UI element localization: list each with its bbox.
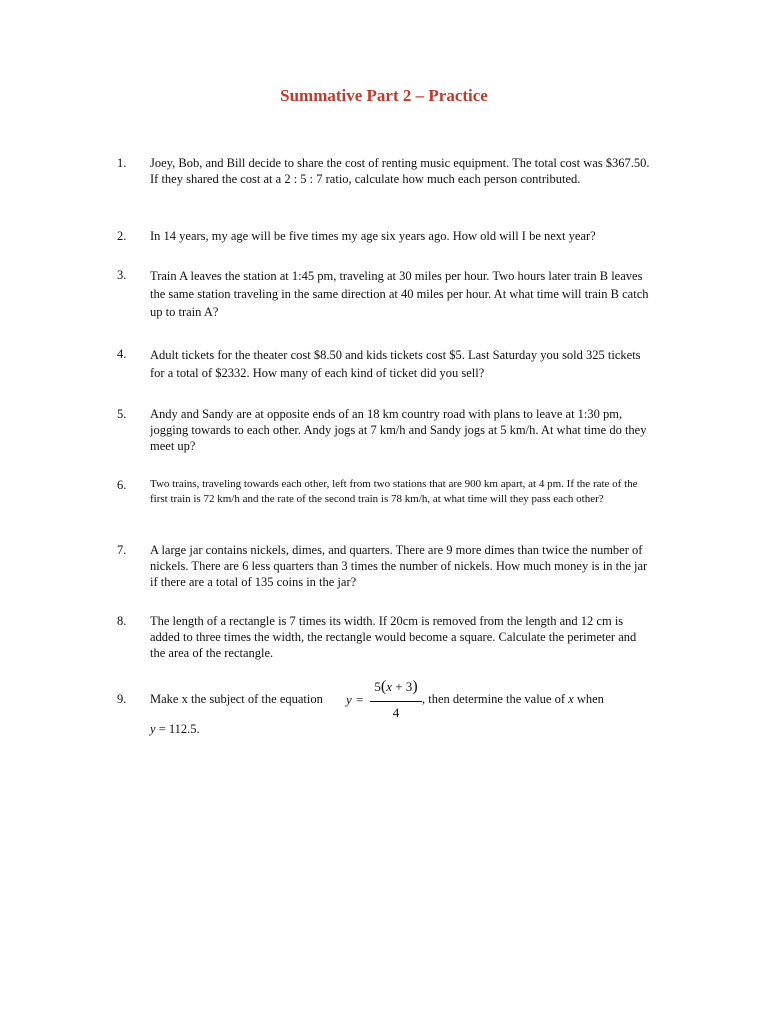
question-5 xyxy=(117,406,652,454)
question-7 xyxy=(117,542,652,590)
question-text: Adult tickets for the theater cost $8.50 and kids tickets cost $5. Last Saturday you sold 325 tickets for a total of $2332. How many of each kind of ticket did you sell? xyxy=(150,348,641,380)
post-text-a: , then determine the value of xyxy=(422,692,569,706)
question-6 xyxy=(117,477,652,507)
continuation-text: = 112.5. xyxy=(155,722,200,736)
numerator-open-paren: ( xyxy=(380,678,387,695)
numerator-close-paren: ) xyxy=(412,678,418,695)
fraction-bar xyxy=(370,701,422,702)
numerator-variable: x xyxy=(386,679,392,694)
question-number: 6. xyxy=(117,478,127,492)
question-2 xyxy=(117,228,652,244)
question-9-continuation xyxy=(150,722,200,737)
continuation-variable: y xyxy=(150,722,156,736)
question-1 xyxy=(117,155,652,187)
question-text: In 14 years, my age will be five times my age six years ago. How old will I be next year? xyxy=(150,229,596,243)
question-number: 8. xyxy=(117,614,127,628)
question-number: 3. xyxy=(117,268,127,282)
equation-numerator xyxy=(370,678,422,696)
post-variable: x xyxy=(568,692,574,706)
question-number: 7. xyxy=(117,543,127,557)
question-text: Train A leaves the station at 1:45 pm, traveling at 30 miles per hour. Two hours later train B leaves the same station traveling in the same direction at 40 miles per hour. At what time will train B catch up to train A? xyxy=(150,269,649,319)
question-number: 1. xyxy=(117,156,127,170)
question-4 xyxy=(117,346,652,382)
question-number: 9. xyxy=(117,692,127,706)
equation xyxy=(346,676,426,724)
question-text: Two trains, traveling towards each other, left from two stations that are 900 km apart, at 4 pm. If the rate of the first train is 72 km/h and the rate of the second train is 78 km/h, at what time will they pass each other? xyxy=(150,478,638,505)
equation-lhs: y xyxy=(346,692,352,707)
question-text: Joey, Bob, and Bill decide to share the cost of renting music equipment. The total cost was $367.50. If they shared the cost at a 2 : 5 : 7 ratio, calculate how much each person contributed. xyxy=(150,156,650,186)
question-9 xyxy=(117,676,677,724)
question-text: A large jar contains nickels, dimes, and quarters. There are 9 more dimes than twice the number of nickels. There are 6 less quarters than 3 times the number of nickels. How much money is in the jar if there are a total of 135 coins in the jar? xyxy=(150,543,648,589)
question-number: 5. xyxy=(117,407,127,421)
page-title: Summative Part 2 – Practice xyxy=(280,86,488,105)
equation-sign: = xyxy=(356,692,364,707)
question-text: Make x the subject of the equation xyxy=(150,692,323,706)
question-text: The length of a rectangle is 7 times its width. If 20cm is removed from the length and 12 cm is added to three times the width, the rectangle would become a square. Calculate the perimeter and the area of the rectangle. xyxy=(150,614,637,660)
equation-denominator: 4 xyxy=(392,705,400,720)
numerator-rest: + 3 xyxy=(391,679,413,694)
question-number: 4. xyxy=(117,347,127,361)
post-text-b: when xyxy=(573,692,604,706)
question-text-after-equation xyxy=(422,692,604,707)
question-8 xyxy=(117,613,652,661)
question-text: Andy and Sandy are at opposite ends of an 18 km country road with plans to leave at 1:30 pm, jogging towards to each other. Andy jogs at 7 km/h and Sandy jogs at 5 km/h. At what time do they meet up? xyxy=(150,407,647,453)
question-number: 2. xyxy=(117,229,127,243)
question-3 xyxy=(117,267,652,321)
numerator-coefficient: 5 xyxy=(374,679,381,694)
